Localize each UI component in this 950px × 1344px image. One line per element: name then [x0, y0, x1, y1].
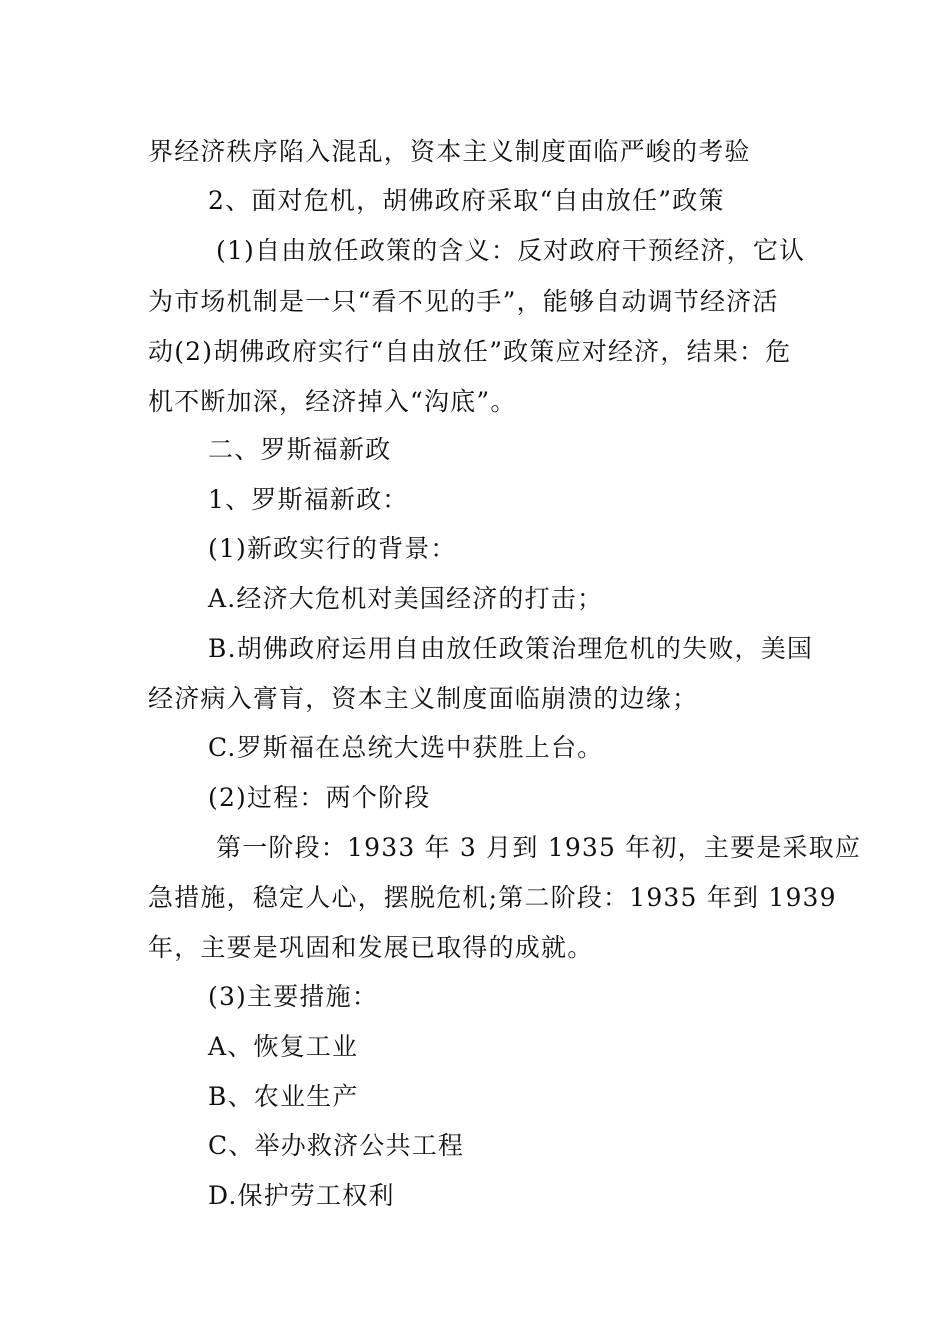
list-item: C.罗斯福在总统大选中获胜上台。 — [208, 733, 604, 762]
text-line: (2)过程：两个阶段 — [208, 783, 431, 812]
list-item: B、农业生产 — [208, 1082, 359, 1111]
text-line: 急措施，稳定人心，摆脱危机;第二阶段：1935 年到 1939 — [148, 883, 837, 912]
text-line: (3)主要措施： — [208, 982, 379, 1011]
text-line: 经济病入膏肓，资本主义制度面临崩溃的边缘； — [148, 684, 699, 713]
text-line: 年，主要是巩固和发展已取得的成就。 — [148, 933, 594, 962]
list-item: D.保护劳工权利 — [208, 1181, 395, 1210]
text-line: 机不断加深，经济掉入“沟底”。 — [148, 387, 517, 416]
list-item: B.胡佛政府运用自由放任政策治理危机的失败，美国 — [208, 634, 814, 663]
section-heading: 2、面对危机，胡佛政府采取“自由放任”政策 — [208, 186, 725, 215]
text-line: 界经济秩序陷入混乱，资本主义制度面临严峻的考验 — [148, 137, 751, 166]
text-line: (1)新政实行的背景： — [208, 534, 457, 563]
list-item: A、恢复工业 — [208, 1032, 359, 1061]
text-line: (1)自由放任政策的含义：反对政府干预经济，它认 — [216, 236, 806, 265]
text-line: 为市场机制是一只“看不见的手”，能够自动调节经济活 — [148, 287, 779, 316]
list-item: A.经济大危机对美国经济的打击； — [208, 584, 604, 613]
text-line: 动(2)胡佛政府实行“自由放任”政策应对经济，结果：危 — [148, 337, 792, 366]
list-item: C、举办救济公共工程 — [208, 1131, 465, 1160]
section-heading: 1、罗斯福新政： — [208, 485, 409, 514]
section-heading: 二、罗斯福新政 — [208, 435, 392, 464]
text-line: 第一阶段：1933 年 3 月到 1935 年初，主要是采取应 — [216, 833, 862, 862]
